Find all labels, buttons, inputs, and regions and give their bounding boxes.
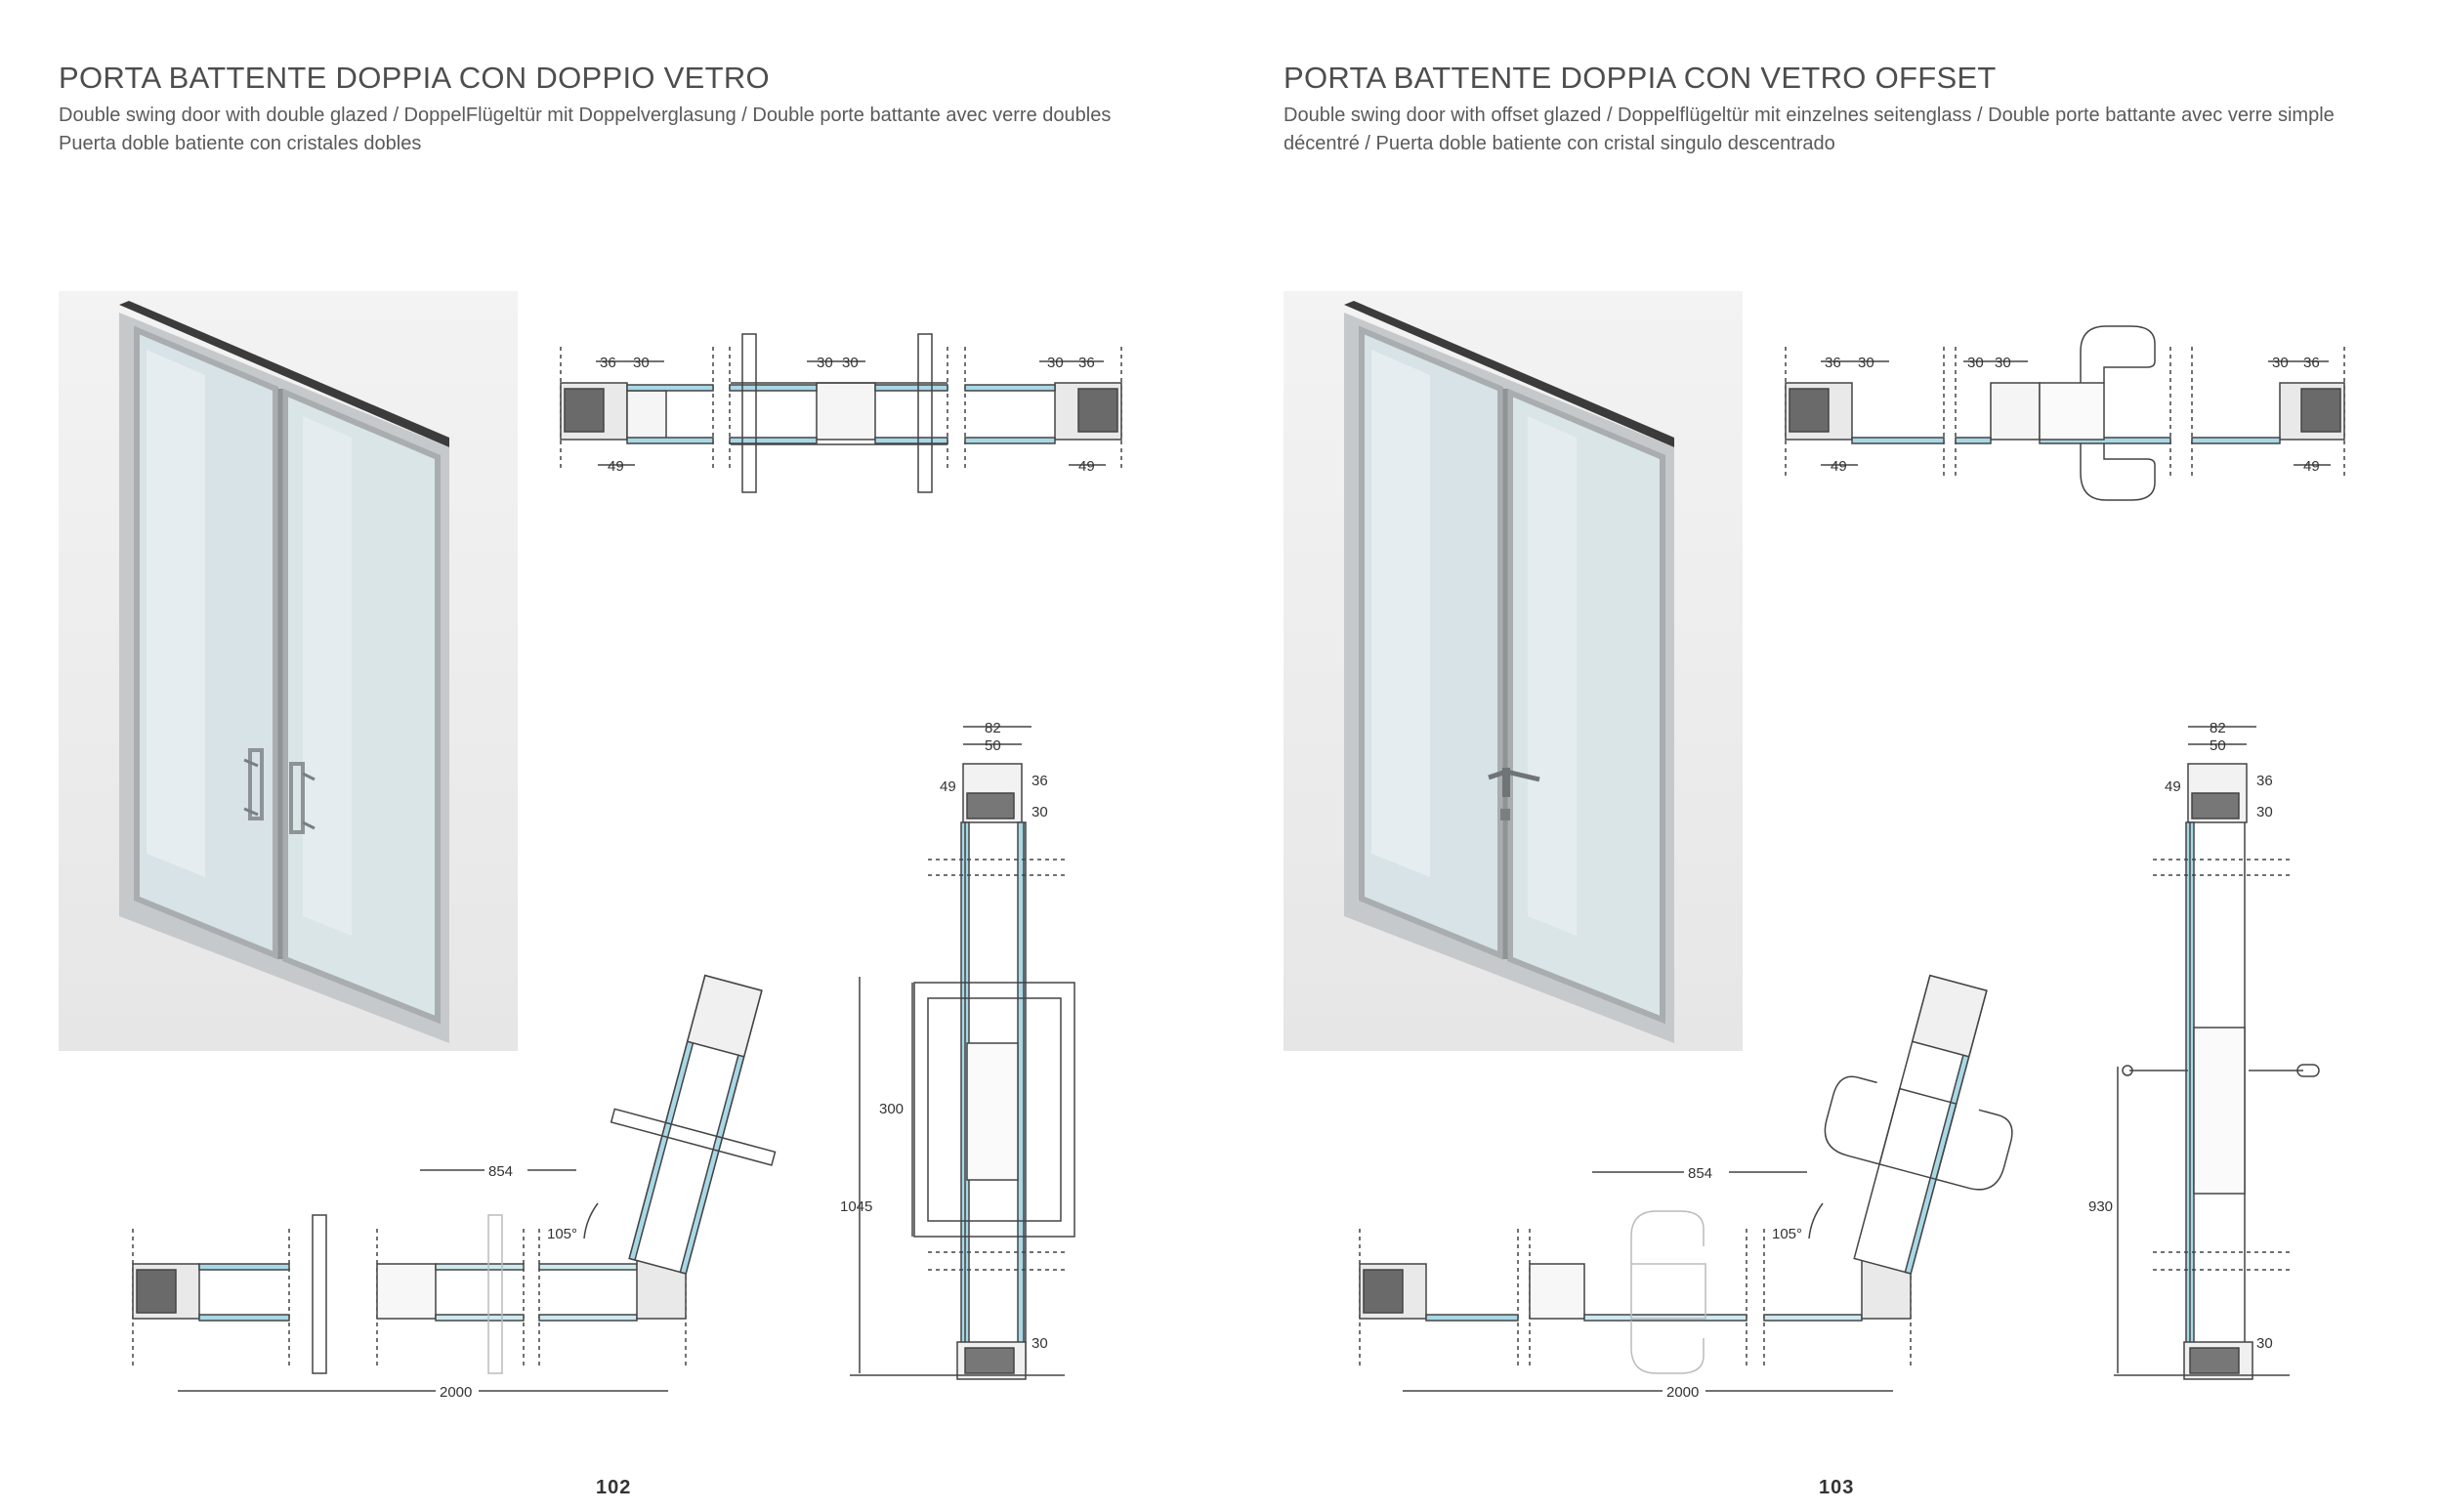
- page-number: 103: [1819, 1477, 1855, 1498]
- dim-82: 82: [985, 720, 1001, 736]
- dim-36: 36: [2256, 773, 2273, 789]
- dim-50: 50: [2210, 737, 2226, 754]
- subtitle-line-1: Double swing door with offset glazed / Doppelflügeltür mit einzelnes seitenglass / Double porte battante avec verre simple: [1284, 105, 2335, 126]
- dim-top-30b: 30: [1967, 355, 1984, 371]
- vertical-section: [2114, 727, 2319, 1379]
- dim-854: 854: [488, 1163, 514, 1180]
- dim-top-30b: 30: [817, 355, 833, 371]
- dim-30-top: 30: [1032, 804, 1048, 820]
- dim-top-30a: 30: [633, 355, 650, 371]
- plan-view: [133, 962, 815, 1391]
- dim-300: 300: [879, 1101, 905, 1117]
- page-title: PORTA BATTENTE DOPPIA CON VETRO OFFSET: [1284, 61, 1997, 95]
- top-section: [1786, 326, 2344, 500]
- dim-2000: 2000: [1666, 1384, 1700, 1401]
- dim-30-top: 30: [2256, 804, 2273, 820]
- dim-49: 49: [2165, 778, 2181, 795]
- dim-top-36a: 36: [1825, 355, 1841, 371]
- dim-50: 50: [985, 737, 1001, 754]
- dim-bottom-49a: 49: [1831, 458, 1847, 475]
- technical-drawings: [1221, 0, 2442, 1512]
- dim-1045: 1045: [840, 1198, 873, 1215]
- dim-top-36b: 36: [2303, 355, 2320, 371]
- dim-49: 49: [940, 778, 956, 795]
- dim-top-30d: 30: [2272, 355, 2289, 371]
- dim-854: 854: [1688, 1165, 1713, 1182]
- page-number: 102: [596, 1477, 632, 1498]
- subtitle-line-2: Puerta doble batiente con cristales dobles: [59, 133, 422, 154]
- section-drawings: [1221, 0, 2442, 1512]
- dim-bottom-49b: 49: [1078, 458, 1095, 475]
- dim-top-30c: 30: [1995, 355, 2011, 371]
- dim-bottom-49a: 49: [608, 458, 624, 475]
- dim-top-36b: 36: [1078, 355, 1095, 371]
- dim-bottom-49b: 49: [2303, 458, 2320, 475]
- dim-30-bottom: 30: [1032, 1335, 1048, 1352]
- dim-36: 36: [1032, 773, 1048, 789]
- dim-82: 82: [2210, 720, 2226, 736]
- dim-angle: 105°: [547, 1226, 578, 1242]
- dim-top-36a: 36: [600, 355, 616, 371]
- page-103: [1221, 0, 2442, 1512]
- subtitle-line-2: décentré / Puerta doble batiente con cristal singulo descentrado: [1284, 133, 1835, 154]
- subtitle-line-1: Double swing door with double glazed / DoppelFlügeltür mit Doppelverglasung / Double porte battante avec verre doubles: [59, 105, 1112, 126]
- page-title: PORTA BATTENTE DOPPIA CON DOPPIO VETRO: [59, 61, 770, 95]
- dim-angle: 105°: [1772, 1226, 1803, 1242]
- dim-2000: 2000: [440, 1384, 473, 1401]
- dim-30-bottom: 30: [2256, 1335, 2273, 1352]
- dim-930: 930: [2088, 1198, 2114, 1215]
- dim-top-30c: 30: [842, 355, 859, 371]
- vertical-section: [850, 727, 1074, 1379]
- dim-top-30a: 30: [1858, 355, 1874, 371]
- dim-top-30d: 30: [1047, 355, 1064, 371]
